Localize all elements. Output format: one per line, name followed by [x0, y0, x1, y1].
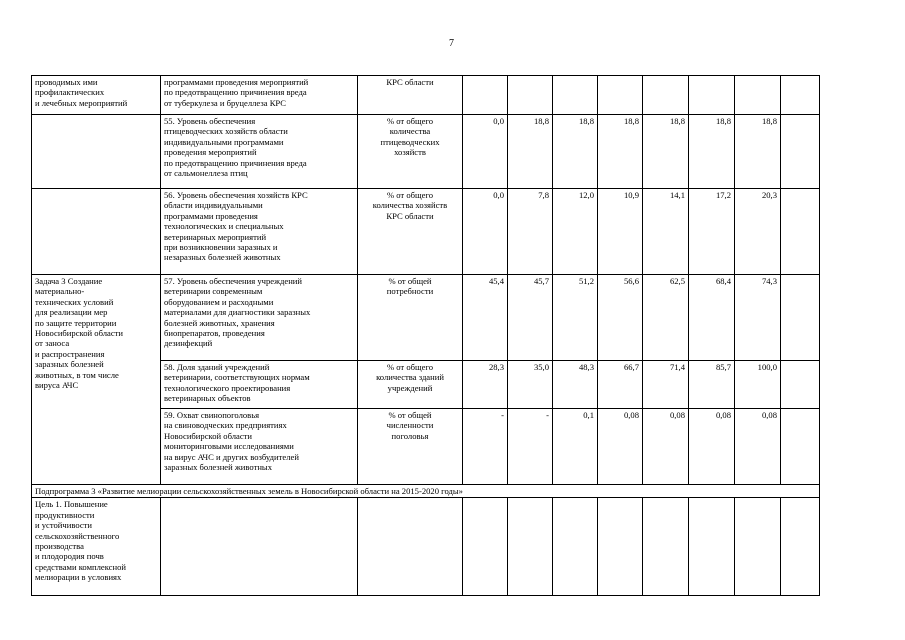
- value-cell: 45,7: [508, 275, 553, 361]
- value-cell: 18,8: [689, 115, 735, 189]
- indicator-cell: 58. Доля зданий учреждений ветеринарии, соответствующих нормам технологического проектирования ветеринарных объектов: [161, 361, 358, 409]
- value-cell: [508, 498, 553, 596]
- indicator-cell: [161, 498, 358, 596]
- page-number: 7: [449, 38, 454, 49]
- value-cell: 17,2: [689, 189, 735, 275]
- value-cell: -: [463, 409, 508, 485]
- value-cell: [463, 76, 508, 115]
- indicator-cell: 56. Уровень обеспечения хозяйств КРС области индивидуальными программами проведения технологических и специальных ветеринарных мероприятий при возникновении заразных и незаразных болезней животных: [161, 189, 358, 275]
- value-cell: [689, 498, 735, 596]
- value-cell: 18,8: [553, 115, 598, 189]
- value-cell: [553, 76, 598, 115]
- table-row: [32, 498, 820, 596]
- subprogram-row: [32, 485, 820, 498]
- notes-cell: [781, 409, 820, 485]
- indicators-table: [31, 75, 820, 596]
- value-cell: 0,1: [553, 409, 598, 485]
- value-cell: 35,0: [508, 361, 553, 409]
- value-cell: [643, 76, 689, 115]
- notes-cell: [781, 498, 820, 596]
- value-cell: 51,2: [553, 275, 598, 361]
- notes-cell: [781, 189, 820, 275]
- value-cell: 0,08: [643, 409, 689, 485]
- unit-cell: [358, 498, 463, 596]
- value-cell: 45,4: [463, 275, 508, 361]
- subprogram-heading: Подпрограмма 3 «Развитие мелиорации сельскохозяйственных земель в Новосибирской области на 2015-2020 годы»: [32, 485, 820, 498]
- unit-cell: КРС области: [358, 76, 463, 115]
- value-cell: [598, 76, 643, 115]
- value-cell: 0,08: [735, 409, 781, 485]
- task-cell: проводимых ими профилактических и лечебных мероприятий: [32, 76, 161, 115]
- value-cell: 71,4: [643, 361, 689, 409]
- table-row: [32, 189, 820, 275]
- value-cell: [735, 76, 781, 115]
- task-cell: [32, 189, 161, 275]
- task-cell: Задача 3 Создание материально- технических условий для реализации мер по защите территории Новосибирской области от заноса и распространения заразных болезней животных, в том числе вируса АЧС: [32, 275, 161, 485]
- notes-cell: [781, 361, 820, 409]
- unit-cell: % от общего количества хозяйств КРС области: [358, 189, 463, 275]
- unit-cell: % от общей потребности: [358, 275, 463, 361]
- value-cell: 0,08: [598, 409, 643, 485]
- value-cell: 7,8: [508, 189, 553, 275]
- value-cell: 66,7: [598, 361, 643, 409]
- value-cell: 10,9: [598, 189, 643, 275]
- value-cell: 68,4: [689, 275, 735, 361]
- value-cell: 48,3: [553, 361, 598, 409]
- value-cell: [598, 498, 643, 596]
- unit-cell: % от общей численности поголовья: [358, 409, 463, 485]
- value-cell: [553, 498, 598, 596]
- value-cell: 12,0: [553, 189, 598, 275]
- value-cell: 85,7: [689, 361, 735, 409]
- value-cell: -: [508, 409, 553, 485]
- unit-cell: % от общего количества птицеводческих хозяйств: [358, 115, 463, 189]
- value-cell: 0,08: [689, 409, 735, 485]
- value-cell: 18,8: [643, 115, 689, 189]
- value-cell: [508, 76, 553, 115]
- value-cell: 62,5: [643, 275, 689, 361]
- indicator-cell: 59. Охват свинопоголовья на свиноводческих предприятиях Новосибирской области мониторинговыми исследованиями на вирус АЧС и других возбудителей заразных болезней животных: [161, 409, 358, 485]
- indicator-cell: 57. Уровень обеспечения учреждений ветеринарии современным оборудованием и расходными материалами для диагностики заразных болезней животных, хранения биопрепаратов, проведения дезинфекций: [161, 275, 358, 361]
- notes-cell: [781, 275, 820, 361]
- goal-cell: Цель 1. Повышение продуктивности и устойчивости сельскохозяйственного производства и плодородия почв средствами комплексной мелиорации в условиях: [32, 498, 161, 596]
- value-cell: [463, 498, 508, 596]
- indicator-cell: программами проведения мероприятий по предотвращению причинения вреда от туберкулеза и бруцеллеза КРС: [161, 76, 358, 115]
- value-cell: 100,0: [735, 361, 781, 409]
- task-cell: [32, 115, 161, 189]
- notes-cell: [781, 76, 820, 115]
- value-cell: 74,3: [735, 275, 781, 361]
- value-cell: 18,8: [598, 115, 643, 189]
- value-cell: 20,3: [735, 189, 781, 275]
- value-cell: 56,6: [598, 275, 643, 361]
- value-cell: 0,0: [463, 189, 508, 275]
- unit-cell: % от общего количества зданий учреждений: [358, 361, 463, 409]
- value-cell: 14,1: [643, 189, 689, 275]
- table-row: [32, 115, 820, 189]
- table-row: [32, 275, 820, 361]
- indicator-cell: 55. Уровень обеспечения птицеводческих хозяйств области индивидуальными программами проведения мероприятий по предотвращению причинения вреда от сальмонеллеза птиц: [161, 115, 358, 189]
- table-row: [32, 76, 820, 115]
- value-cell: [689, 76, 735, 115]
- value-cell: 18,8: [508, 115, 553, 189]
- notes-cell: [781, 115, 820, 189]
- value-cell: 18,8: [735, 115, 781, 189]
- value-cell: 0,0: [463, 115, 508, 189]
- value-cell: 28,3: [463, 361, 508, 409]
- value-cell: [643, 498, 689, 596]
- value-cell: [735, 498, 781, 596]
